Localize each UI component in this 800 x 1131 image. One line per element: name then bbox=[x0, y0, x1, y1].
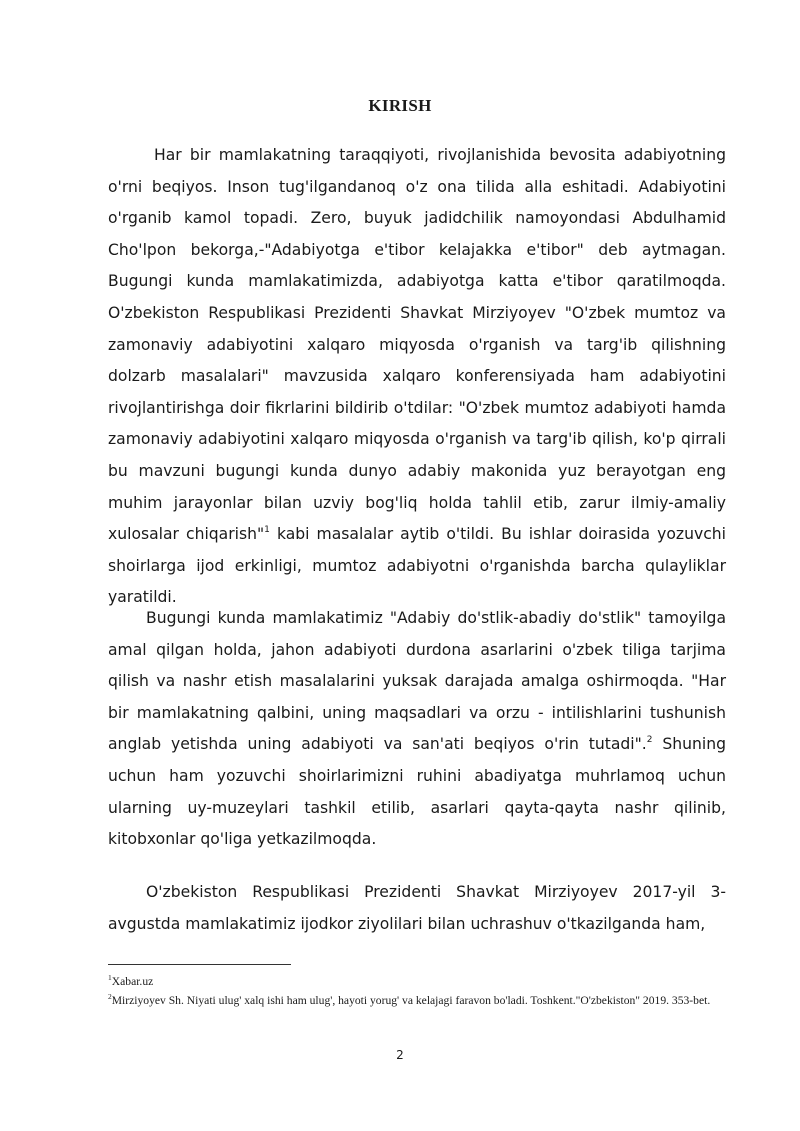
section-title: KIRISH bbox=[368, 96, 432, 115]
footnote bbox=[108, 974, 728, 990]
paragraph-text: O'zbekiston Respublikasi Prezidenti Shavkat Mirziyoyev 2017-yil 3-avgustda mamlakatimiz ijodkor ziyolilari bilan uchrashuv o'tkazilganda ham, bbox=[108, 883, 726, 933]
body-paragraph bbox=[108, 603, 726, 856]
page-number: 2 bbox=[396, 1048, 404, 1062]
footnote-mark: 1 bbox=[108, 973, 112, 983]
paragraph-text: kabi masalalar aytib o'tildi. Bu ishlar doirasida yozuvchi shoirlarga ijod erkinligi, mumtoz adabiyotni o'rganishda barcha qulayliklar yaratildi. bbox=[108, 525, 726, 607]
paragraph-text: Har bir mamlakatning taraqqiyoti, rivojlanishida bevosita adabiyotning o'rni beqiyos. Inson tug'ilgandanoq o'z ona tilida alla eshitadi. Adabiyotini o'rganib kamol topadi. Zero, buyuk jadidchilik namoyondasi Abdulhamid Cho'lpon bekorga,-"Adabiyotga e'tibor kelajakka e'tibor" deb aytmagan. Bugungi kunda mamlakatimizda, adabiyotga katta e'tibor qaratilmoqda. O'zbekiston Respublikasi Prezidenti Shavkat Mirziyoyev "O'zbek mumtoz va zamonaviy adabiyotini xalqaro miqyosda o'rganish va targ'ib qilishning dolzarb masalalari" mavzusida xalqaro konferensiyada ham adabiyotini rivojlantirishga doir fikrlarini bildirib o'tdilar: "O'zbek mumtoz adabiyoti hamda zamonaviy adabiyotini xalqaro miqyosda o'rganish va targ'ib qilish, ko'p qirrali bu mavzuni bugungi kunda dunyo adabiy makonida yuz berayotgan eng muhim jarayonlar bilan uzviy bog'liq holda tahlil etib, zarur ilmiy-amaliy xulosalar chiqarish" bbox=[108, 146, 726, 544]
paragraph-text: Shuning uchun ham yozuvchi shoirlarimizni ruhini abadiyatga muhrlamoq uchun ularning uy-muzeylari tashkil etilib, asarlari qayta-qayta nashr qilinib, kitobxonlar qo'liga yetkazilmoqda. bbox=[108, 735, 726, 849]
footnote-text: Mirziyoyev Sh. Niyati ulug' xalq ishi ham ulug', hayoti yorug' va kelajagi faravon bo'ladi. Toshkent."O'zbekiston" 2019. 353-bet. bbox=[111, 994, 711, 1007]
footnote-reference[interactable]: 1 bbox=[264, 524, 270, 535]
footnote-text: Xabar.uz bbox=[111, 975, 154, 988]
footnote-mark: 2 bbox=[108, 992, 112, 1002]
body-paragraph bbox=[108, 140, 726, 614]
paragraph-text: Bugungi kunda mamlakatimiz "Adabiy do'stlik-abadiy do'stlik" tamoyilga amal qilgan holda, jahon adabiyoti durdona asarlarini o'zbek tiliga tarjima qilish va nashr etish masalalarini yuksak darajada amalga oshirmoqda. "Har bir mamlakatning qalbini, uning maqsadlari va orzu - intilishlarini tushunish anglab yetishda uning adabiyoti va san'ati beqiyos o'rin tutadi". bbox=[108, 609, 726, 754]
footnote bbox=[108, 993, 728, 1009]
body-paragraph bbox=[108, 877, 726, 940]
footnote-separator bbox=[108, 964, 291, 965]
footnote-reference[interactable]: 2 bbox=[646, 735, 653, 746]
